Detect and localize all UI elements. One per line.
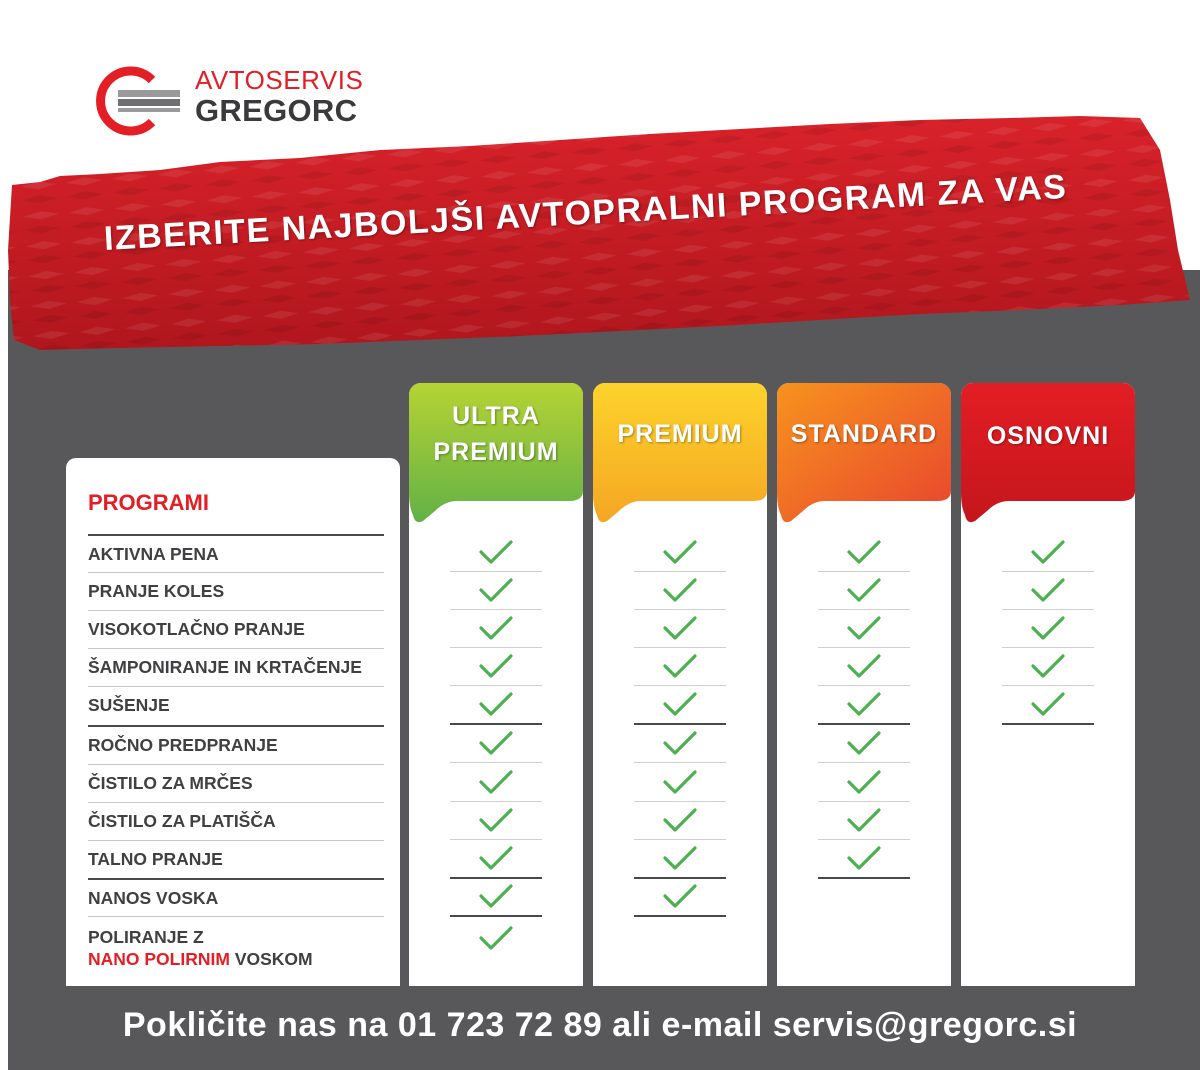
row-separator <box>818 571 910 572</box>
program-row: ČISTILO ZA PLATIŠČA <box>88 802 384 840</box>
checkmark-icon <box>1030 538 1066 566</box>
row-separator <box>818 877 910 879</box>
row-separator <box>450 723 542 725</box>
row-separator <box>450 839 542 840</box>
plan-column-standard[interactable] <box>777 383 951 986</box>
plan-header-shape <box>961 383 1135 523</box>
row-separator <box>450 647 542 648</box>
checkmark-icon <box>846 844 882 872</box>
program-row: SUŠENJE <box>88 686 384 724</box>
checkmark-icon <box>662 806 698 834</box>
row-separator <box>818 839 910 840</box>
contact-footer: Pokličite nas na 01 723 72 89 ali e-mail servis@gregorc.si <box>122 1006 1078 1044</box>
programs-panel <box>66 458 400 986</box>
row-separator <box>450 801 542 802</box>
row-separator <box>634 571 726 572</box>
checkmark-icon <box>478 882 514 910</box>
plan-header-shape <box>777 383 951 523</box>
row-separator <box>450 609 542 610</box>
checkmark-icon <box>478 924 514 952</box>
brand-line1: AVTOSERVIS <box>195 65 364 95</box>
program-row: PRANJE KOLES <box>88 572 384 610</box>
gregorc-logo-icon <box>92 66 184 136</box>
program-nano-suffix: VOSKOM <box>229 949 313 969</box>
checkmark-icon <box>662 882 698 910</box>
plan-column-ultra-premium[interactable] <box>409 383 583 986</box>
checkmark-icon <box>478 576 514 604</box>
row-separator <box>634 762 726 763</box>
checkmark-icon <box>846 614 882 642</box>
brand-line2: GREGORC <box>195 93 358 128</box>
checkmark-icon <box>662 729 698 757</box>
plan-column-premium[interactable] <box>593 383 767 986</box>
checkmark-icon <box>846 538 882 566</box>
checkmark-icon <box>1030 614 1066 642</box>
checkmark-icon <box>846 729 882 757</box>
checkmark-icon <box>662 768 698 796</box>
headline: IZBERITE NAJBOLJŠI AVTOPRALNI PROGRAM ZA VAS <box>103 167 1069 258</box>
checkmark-icon <box>662 614 698 642</box>
program-row: NANOS VOSKA <box>88 878 384 916</box>
programs-title: PROGRAMI <box>88 490 209 515</box>
row-separator <box>818 762 910 763</box>
checkmark-icon <box>846 768 882 796</box>
row-separator <box>634 647 726 648</box>
row-separator <box>450 762 542 763</box>
row-separator <box>634 801 726 802</box>
row-separator <box>634 609 726 610</box>
program-row: AKTIVNA PENA <box>88 534 384 572</box>
program-row: ROČNO PREDPRANJE <box>88 725 384 763</box>
row-separator <box>634 915 726 917</box>
program-nano-highlight: NANO POLIRNIM <box>88 949 230 969</box>
row-separator <box>450 915 542 917</box>
program-row: ČISTILO ZA MRČES <box>88 764 384 802</box>
program-nano-line1: POLIRANJE Z <box>88 927 204 947</box>
program-row: TALNO PRANJE <box>88 840 384 878</box>
checkmark-icon <box>478 729 514 757</box>
checkmark-icon <box>846 652 882 680</box>
row-separator <box>634 723 726 725</box>
checkmark-icon <box>1030 652 1066 680</box>
checkmark-icon <box>662 538 698 566</box>
program-row-nano <box>88 916 384 980</box>
plan-header-shape <box>593 383 767 523</box>
program-row: VISOKOTLAČNO PRANJE <box>88 610 384 648</box>
plan-title-line1: PREMIUM <box>617 420 743 448</box>
checkmark-icon <box>1030 576 1066 604</box>
checkmark-icon <box>1030 690 1066 718</box>
plan-column-osnovni[interactable] <box>961 383 1135 986</box>
row-separator <box>818 685 910 686</box>
row-separator <box>818 723 910 725</box>
checkmark-icon <box>662 844 698 872</box>
checkmark-icon <box>478 844 514 872</box>
checkmark-icon <box>662 652 698 680</box>
row-separator <box>634 685 726 686</box>
checkmark-icon <box>478 538 514 566</box>
row-separator <box>450 571 542 572</box>
row-separator <box>818 647 910 648</box>
checkmark-icon <box>478 768 514 796</box>
row-separator <box>818 801 910 802</box>
checkmark-icon <box>662 690 698 718</box>
row-separator <box>1002 647 1094 648</box>
row-separator <box>1002 723 1094 725</box>
row-separator <box>450 685 542 686</box>
plan-title-line1: ULTRA <box>452 402 540 430</box>
plan-title-line2: PREMIUM <box>433 438 559 466</box>
checkmark-icon <box>846 690 882 718</box>
row-separator <box>1002 571 1094 572</box>
logo <box>92 66 362 136</box>
row-separator <box>634 839 726 840</box>
checkmark-icon <box>478 652 514 680</box>
checkmark-icon <box>478 806 514 834</box>
checkmark-icon <box>846 806 882 834</box>
program-row: ŠAMPONIRANJE IN KRTAČENJE <box>88 648 384 686</box>
checkmark-icon <box>478 614 514 642</box>
row-separator <box>818 609 910 610</box>
row-separator <box>450 877 542 879</box>
row-separator <box>634 877 726 879</box>
plan-title-line1: OSNOVNI <box>986 422 1110 450</box>
checkmark-icon <box>478 690 514 718</box>
row-separator <box>1002 685 1094 686</box>
row-separator <box>1002 609 1094 610</box>
checkmark-icon <box>846 576 882 604</box>
plan-title-line1: STANDARD <box>790 420 938 448</box>
checkmark-icon <box>662 576 698 604</box>
